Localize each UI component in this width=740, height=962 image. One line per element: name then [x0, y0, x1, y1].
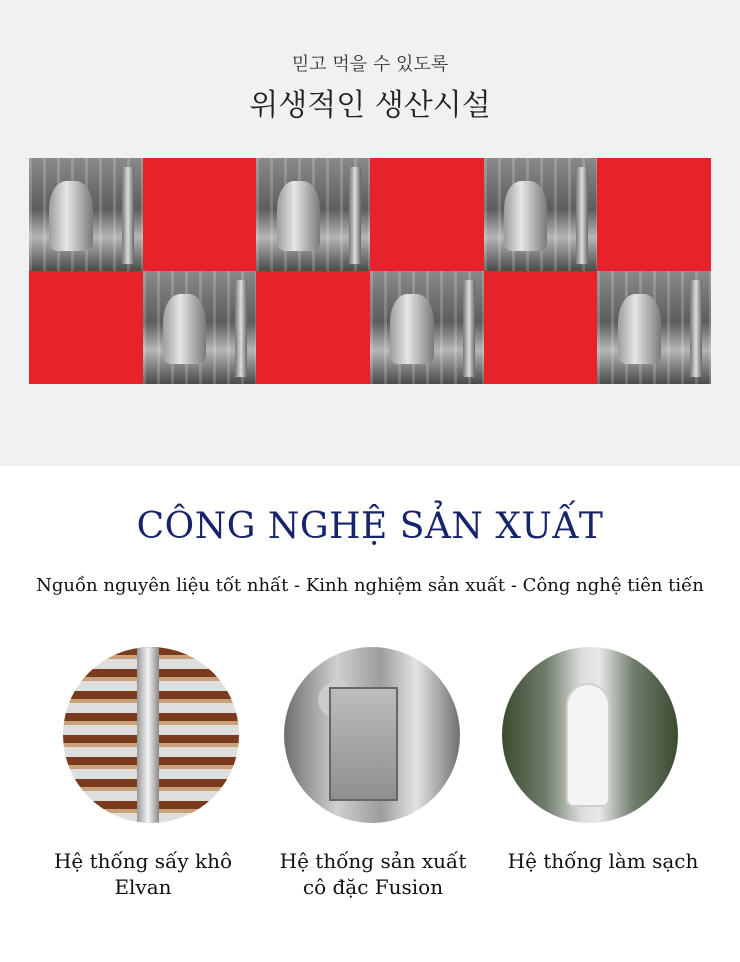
caption-line: Elvan	[114, 875, 172, 899]
factory-photo	[143, 271, 257, 384]
facility-section	[0, 0, 740, 466]
facility-photo-grid	[29, 158, 711, 384]
factory-photo	[256, 158, 370, 271]
red-tile	[484, 271, 598, 384]
red-tile	[370, 158, 484, 271]
caption-cleaning-system	[488, 848, 718, 874]
red-tile	[29, 271, 143, 384]
technology-subtitle: Nguồn nguyên liệu tốt nhất - Kinh nghiệm sản xuất - Công nghệ tiên tiến	[36, 575, 704, 596]
caption-line: Hệ thống làm sạch	[507, 849, 699, 873]
factory-photo	[484, 158, 598, 271]
factory-photo	[597, 271, 711, 384]
caption-drying-system	[28, 848, 258, 900]
caption-concentration-system	[258, 848, 488, 900]
facility-subtitle: 믿고 먹을 수 있도록	[291, 54, 449, 75]
red-tile	[597, 158, 711, 271]
factory-photo	[29, 158, 143, 271]
drying-system-photo	[63, 647, 239, 823]
facility-title: 위생적인 생산시설	[249, 88, 491, 123]
caption-line: Hệ thống sản xuất	[279, 849, 467, 873]
caption-line: cô đặc Fusion	[302, 875, 444, 899]
cleaning-system-photo	[502, 647, 678, 823]
red-tile	[256, 271, 370, 384]
factory-photo	[370, 271, 484, 384]
technology-title: CÔNG NGHỆ SẢN XUẤT	[136, 506, 604, 547]
red-tile	[143, 158, 257, 271]
caption-line: Hệ thống sấy khô	[53, 849, 233, 873]
concentration-system-photo	[284, 647, 460, 823]
